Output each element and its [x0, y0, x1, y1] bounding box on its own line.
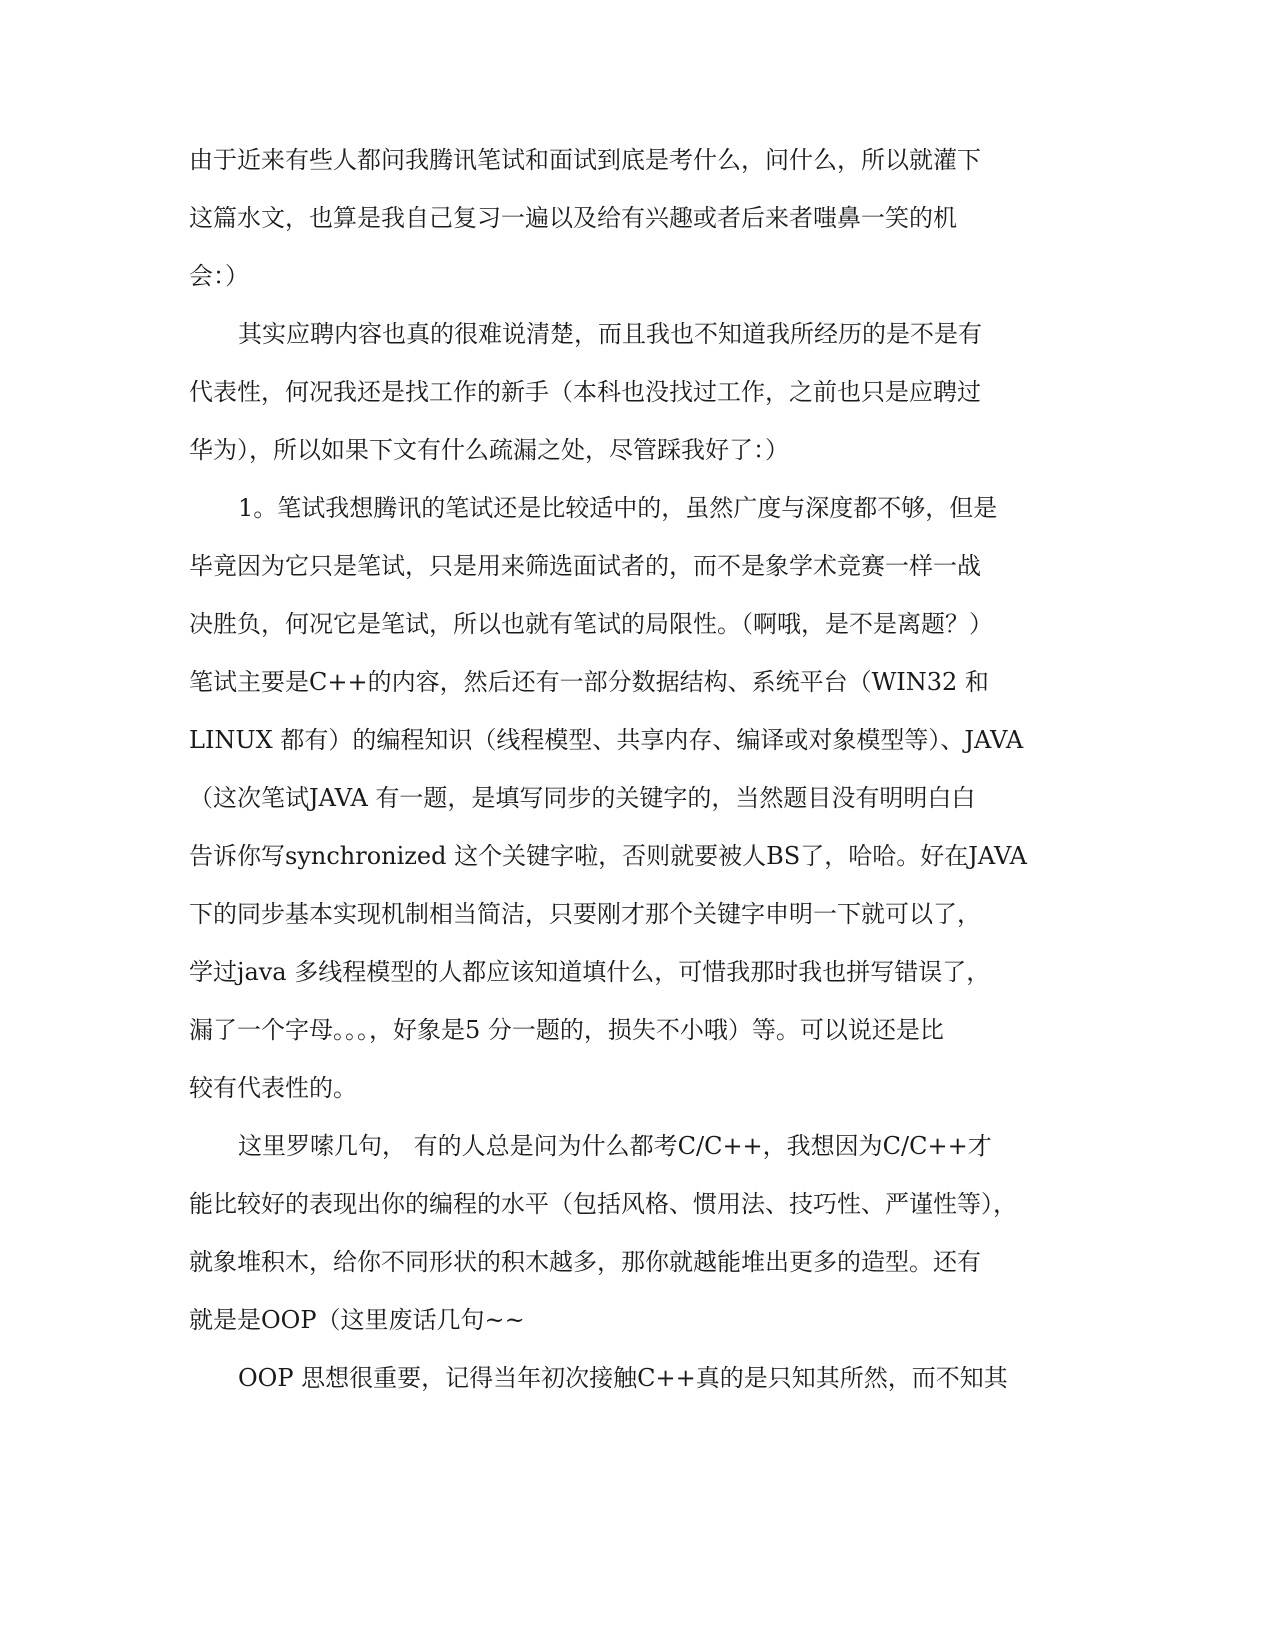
text-line-7: 1。笔试我想腾讯的笔试还是比较适中的，虽然广度与深度都不够，但是	[238, 494, 998, 522]
text-line-14: 下的同步基本实现机制相当简洁，只要刚才那个关键字申明一下就可以了，	[189, 900, 981, 928]
text-line-21: 就是是OOP（这里废话几句~~	[189, 1306, 525, 1334]
text-line-17: 较有代表性的。	[189, 1074, 357, 1102]
text-line-11: LINUX 都有）的编程知识（线程模型、共享内存、编译或对象模型等）、JAVA	[189, 726, 1024, 754]
text-line-6: 华为），所以如果下文有什么疏漏之处，尽管踩我好了：）	[189, 436, 789, 464]
text-line-18: 这里罗嗦几句， 有的人总是问为什么都考C/C++，我想因为C/C++才	[238, 1132, 992, 1160]
text-line-2: 这篇水文，也算是我自己复习一遍以及给有兴趣或者后来者嗤鼻一笑的机	[189, 204, 957, 232]
text-line-22: OOP 思想很重要，记得当年初次接触C++真的是只知其所然，而不知其	[238, 1364, 1008, 1392]
text-line-10: 笔试主要是C++的内容，然后还有一部分数据结构、系统平台（WIN32 和	[189, 668, 989, 696]
text-line-20: 就象堆积木，给你不同形状的积木越多，那你就越能堆出更多的造型。还有	[189, 1248, 981, 1276]
text-line-3: 会：）	[189, 262, 249, 290]
text-line-12: （这次笔试JAVA 有一题，是填写同步的关键字的，当然题目没有明明白白	[189, 784, 976, 812]
text-line-16: 漏了一个字母。。。，好象是5 分一题的，损失不小哦）等。可以说还是比	[189, 1016, 944, 1044]
text-line-4: 其实应聘内容也真的很难说清楚，而且我也不知道我所经历的是不是有	[238, 320, 982, 348]
text-line-15: 学过java 多线程模型的人都应该知道填什么，可惜我那时我也拼写错误了，	[189, 958, 991, 986]
text-line-8: 毕竟因为它只是笔试，只是用来筛选面试者的，而不是象学术竞赛一样一战	[189, 552, 981, 580]
text-line-13: 告诉你写synchronized 这个关键字啦，否则就要被人BS了，哈哈。好在JAVA	[189, 842, 1027, 870]
text-line-5: 代表性，何况我还是找工作的新手（本科也没找过工作，之前也只是应聘过	[189, 378, 981, 406]
text-line-19: 能比较好的表现出你的编程的水平（包括风格、惯用法、技巧性、严谨性等），	[189, 1190, 1017, 1218]
text-line-9: 决胜负，何况它是笔试，所以也就有笔试的局限性。（啊哦，是不是离题？）	[189, 610, 993, 638]
text-line-1: 由于近来有些人都问我腾讯笔试和面试到底是考什么，问什么，所以就灌下	[189, 146, 981, 174]
